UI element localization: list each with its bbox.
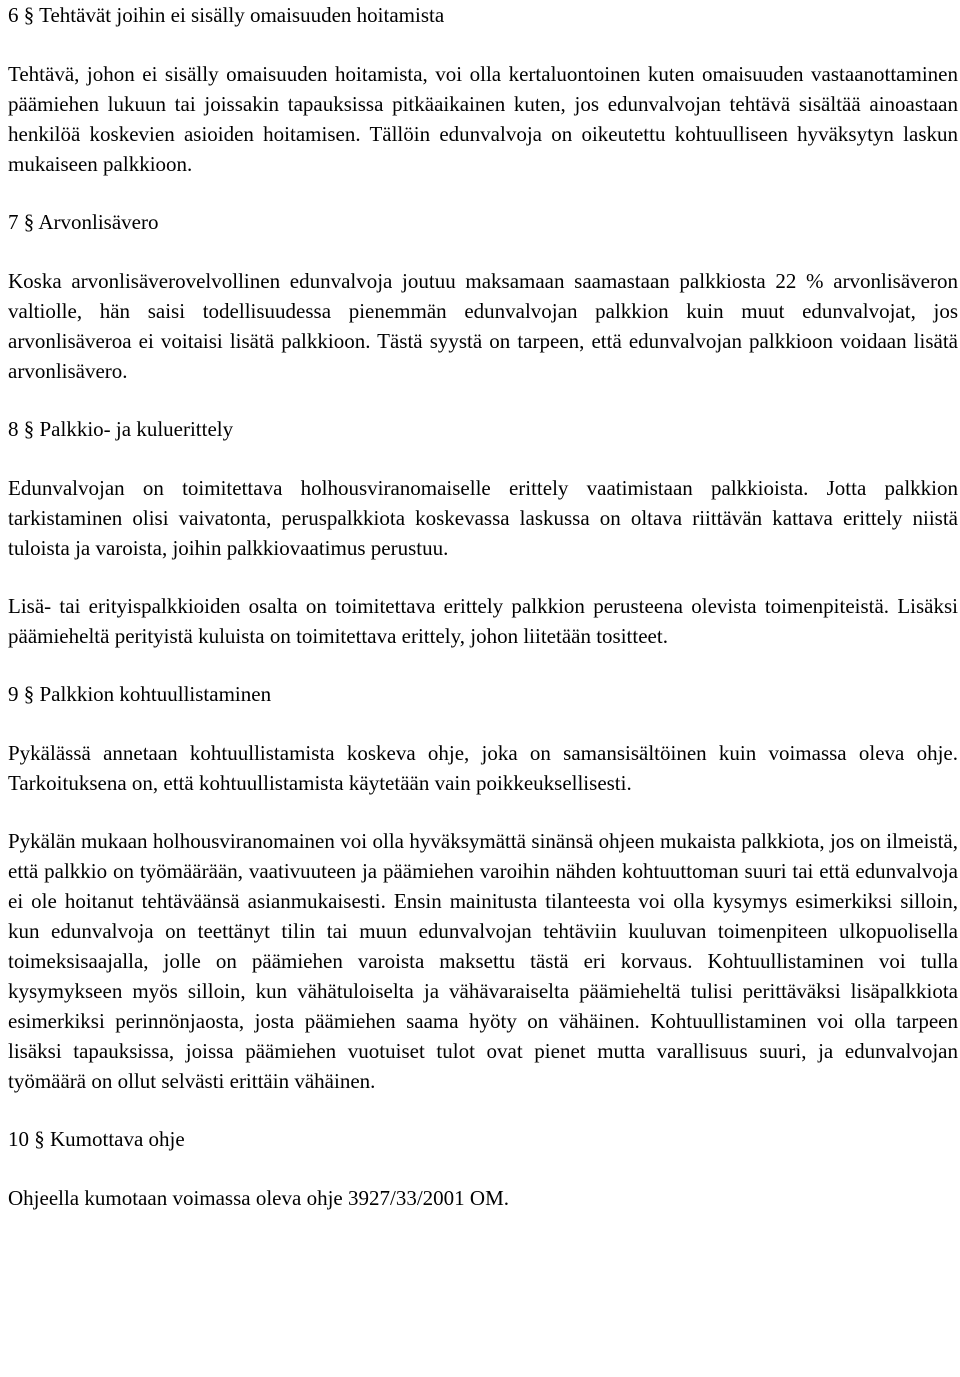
section-heading-8: 8 § Palkkio- ja kuluerittely (8, 417, 234, 441)
section-9-paragraph-1: Pykälässä annetaan kohtuullistamista koskeva ohje, joka on samansisältöinen kuin voimassa oleva ohje. Tarkoituksena on, että kohtuullistamista käytetään vain poikkeuksellisesti. (8, 741, 958, 795)
section-heading-10: 10 § Kumottava ohje (8, 1127, 185, 1151)
section-8-paragraph-1: Edunvalvojan on toimitettava holhousviranomaiselle erittely vaatimistaan palkkioista. Jotta palkkion tarkistaminen olisi vaivatonta, peruspalkkiota koskevassa laskussa on oltava riittävän kattava erittely niistä tuloista ja varoista, joihin palkkiovaatimus perustuu. (8, 476, 958, 560)
section-8-paragraph-2: Lisä- tai erityispalkkioiden osalta on toimitettava erittely palkkion perusteena olevista toimenpiteistä. Lisäksi päämieheltä perityistä kuluista on toimitettava erittely, johon liitetään tositteet. (8, 594, 958, 648)
section-heading-7: 7 § Arvonlisävero (8, 210, 159, 234)
document-page (8, 0, 958, 1213)
section-10-paragraph: Ohjeella kumotaan voimassa oleva ohje 3927/33/2001 OM. (8, 1186, 509, 1210)
section-7-paragraph: Koska arvonlisäverovelvollinen edunvalvoja joutuu maksamaan saamastaan palkkiosta 22 % arvonlisäveron valtiolle, hän saisi todellisuudessa pienemmän edunvalvojan palkkion kuin muut edunvalvojat, jos arvonlisäveroa ei voitaisi lisätä palkkioon. Tästä syystä on tarpeen, että edunvalvojan palkkioon voidaan lisätä arvonlisävero. (8, 269, 958, 383)
section-6-paragraph: Tehtävä, johon ei sisälly omaisuuden hoitamista, voi olla kertaluontoinen kuten omaisuuden vastaanottaminen päämiehen lukuun tai joissakin tapauksissa pitkäaikainen kuten, jos edunvalvojan tehtävä sisältää ainoastaan henkilöä koskevien asioiden hoitamisen. Tällöin edunvalvoja on oikeutettu kohtuulliseen hyväksytyn laskun mukaiseen palkkioon. (8, 62, 958, 176)
section-heading-9: 9 § Palkkion kohtuullistaminen (8, 682, 272, 706)
section-heading-6: 6 § Tehtävät joihin ei sisälly omaisuuden hoitamista (8, 3, 445, 27)
section-9-paragraph-2: Pykälän mukaan holhousviranomainen voi olla hyväksymättä sinänsä ohjeen mukaista palkkiota, jos on ilmeistä, että palkkio on työmäärään, vaativuuteen ja päämiehen varoihin nähden kohtuuttoman suuri tai että edunvalvoja ei ole hoitanut tehtäväänsä asianmukaisesti. Ensin mainitusta tilanteesta voi olla kysymys esimerkiksi silloin, kun edunvalvoja on teettänyt tilin tai muun edunvalvojan tehtäviin kuuluvan toimenpiteen ulkopuolisella toimeksisaajalla, jolle on päämiehen varoista maksettu tästä eri korvaus. Kohtuullistaminen voi tulla kysymykseen myös silloin, kun vähätuloiselta ja vähävaraiselta päämieheltä tulisi perittäväksi lisäpalkkiota esimerkiksi perinnönjaosta, josta päämiehen saama hyöty on vähäinen. Kohtuullistaminen voi olla tarpeen lisäksi tapauksissa, joissa päämiehen vuotuiset tulot ovat pienet mutta varallisuus suuri, ja edunvalvojan työmäärä on ollut selvästi erittäin vähäinen. (8, 829, 958, 1093)
